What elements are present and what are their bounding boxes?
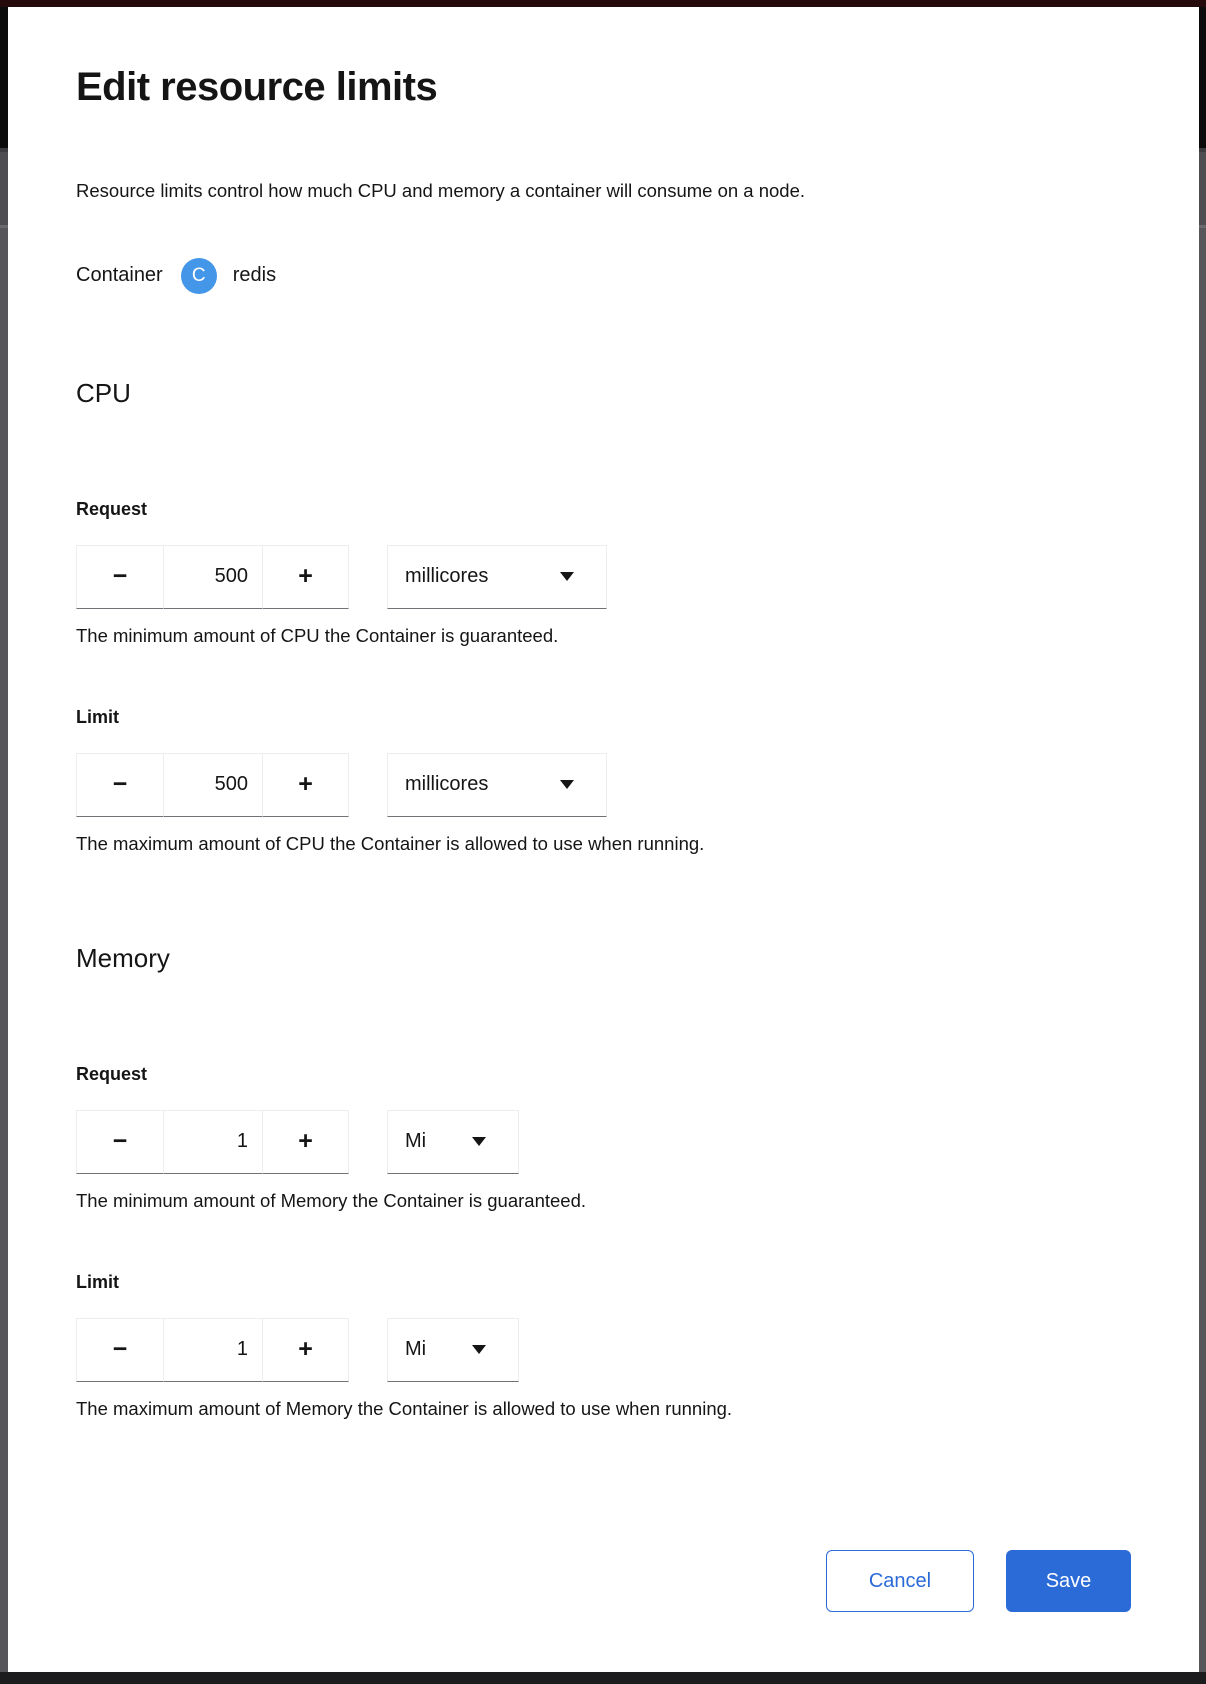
minus-icon: − xyxy=(112,770,128,799)
caret-down-icon xyxy=(560,572,574,581)
page-left-edge xyxy=(0,0,8,1684)
modal-title: Edit resource limits xyxy=(76,65,438,109)
container-row xyxy=(76,258,1131,294)
modal-description: Resource limits control how much CPU and memory a container will consume on a node. xyxy=(76,180,806,201)
container-name: redis xyxy=(232,264,277,287)
plus-button[interactable] xyxy=(262,1110,349,1174)
plus-icon: + xyxy=(298,1335,313,1364)
unit-label: millicores xyxy=(405,773,489,796)
unit-label: Mi xyxy=(405,1338,427,1361)
caret-down-icon xyxy=(472,1137,486,1146)
memory-limit-unit-dropdown[interactable] xyxy=(387,1318,519,1382)
cpu-limit-help: The maximum amount of CPU the Container is allowed to use when running. xyxy=(76,832,705,854)
minus-icon: − xyxy=(112,562,128,591)
plus-button[interactable] xyxy=(262,753,349,817)
cpu-request-input[interactable] xyxy=(163,545,263,609)
memory-request-help: The minimum amount of Memory the Container is guaranteed. xyxy=(76,1189,587,1211)
cancel-button[interactable]: Cancel xyxy=(826,1550,974,1612)
page-bottom-edge xyxy=(0,1672,1206,1684)
cpu-limit-input[interactable] xyxy=(163,753,263,817)
container-label: Container xyxy=(76,264,163,287)
cpu-request-help: The minimum amount of CPU the Container is guaranteed. xyxy=(76,624,559,646)
unit-label: Mi xyxy=(405,1130,427,1153)
cpu-limit-unit-dropdown[interactable] xyxy=(387,753,607,817)
minus-button[interactable] xyxy=(76,545,164,609)
cpu-request-label: Request xyxy=(76,498,148,519)
memory-request-label: Request xyxy=(76,1063,148,1084)
cpu-section-heading: CPU xyxy=(76,377,131,408)
minus-icon: − xyxy=(112,1335,128,1364)
cpu-limit-row xyxy=(76,753,1131,817)
memory-request-input[interactable] xyxy=(163,1110,263,1174)
cpu-request-spinner xyxy=(76,545,349,609)
cpu-limit-spinner xyxy=(76,753,349,817)
memory-limit-spinner xyxy=(76,1318,349,1382)
memory-request-row xyxy=(76,1110,1131,1174)
plus-button[interactable] xyxy=(262,1318,349,1382)
minus-button[interactable] xyxy=(76,1318,164,1382)
unit-label: millicores xyxy=(405,565,489,588)
memory-request-unit-dropdown[interactable] xyxy=(387,1110,519,1174)
minus-icon: − xyxy=(112,1127,128,1156)
caret-down-icon xyxy=(560,780,574,789)
modal-footer xyxy=(76,1550,1131,1672)
page-masthead-strip xyxy=(0,0,1206,7)
container-kind-icon: C xyxy=(181,258,217,294)
plus-button[interactable] xyxy=(262,545,349,609)
plus-icon: + xyxy=(298,1127,313,1156)
cpu-request-unit-dropdown[interactable] xyxy=(387,545,607,609)
memory-limit-label: Limit xyxy=(76,1271,119,1292)
minus-button[interactable] xyxy=(76,753,164,817)
memory-request-spinner xyxy=(76,1110,349,1174)
memory-section-heading: Memory xyxy=(76,942,170,973)
plus-icon: + xyxy=(298,770,313,799)
cpu-request-row xyxy=(76,545,1131,609)
memory-limit-help: The maximum amount of Memory the Container is allowed to use when running. xyxy=(76,1397,733,1419)
caret-down-icon xyxy=(472,1345,486,1354)
memory-limit-input[interactable] xyxy=(163,1318,263,1382)
save-button[interactable]: Save xyxy=(1006,1550,1131,1612)
minus-button[interactable] xyxy=(76,1110,164,1174)
edit-resource-limits-modal xyxy=(8,7,1199,1672)
plus-icon: + xyxy=(298,562,313,591)
cpu-limit-label: Limit xyxy=(76,706,119,727)
page-right-edge xyxy=(1199,0,1206,1684)
memory-limit-row xyxy=(76,1318,1131,1382)
